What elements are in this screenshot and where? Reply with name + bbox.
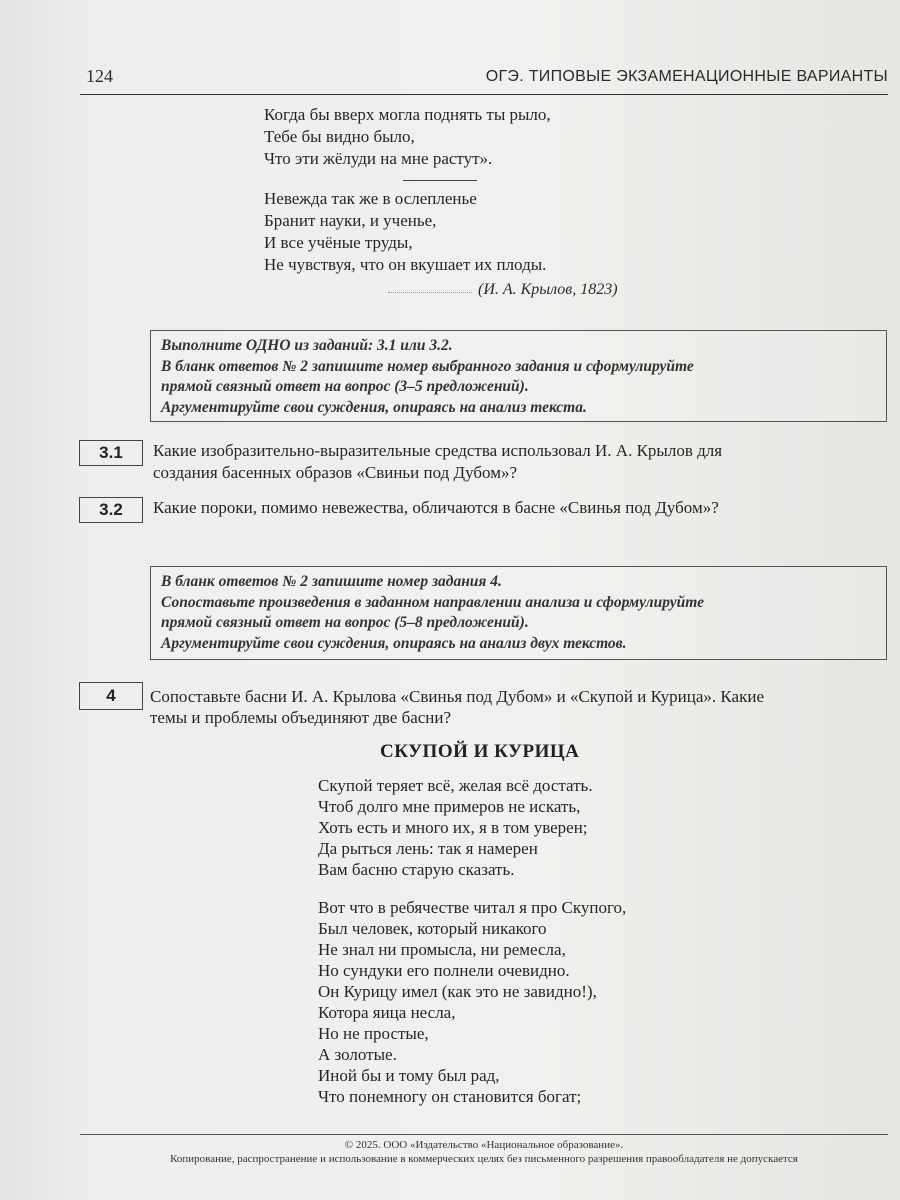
footer-copyright: © 2025. ООО «Издательство «Национальное образование».: [344, 1139, 624, 1151]
task-4-line: Сопоставьте басни И. А. Крылова «Свинья под Дубом» и «Скупой и Курица». Какие: [150, 687, 764, 706]
footer-rule: [80, 1134, 888, 1135]
stanza-separator: [403, 180, 477, 181]
instruction-line: В бланк ответов № 2 запишите номер задания 4.: [161, 573, 502, 590]
page-header: [80, 60, 888, 95]
instruction-box-4: [150, 566, 887, 660]
instruction-line: прямой связный ответ на вопрос (3–5 предложений).: [161, 378, 529, 395]
instruction-line: В бланк ответов № 2 запишите номер выбранного задания и сформулируйте: [161, 357, 694, 375]
fable-line: А золотые.: [318, 1045, 397, 1064]
instruction-line: Аргументируйте свои суждения, опираясь на анализ текста.: [161, 398, 587, 416]
instruction-line: Аргументируйте свои суждения, опираясь на анализ двух текстов.: [161, 634, 627, 652]
poem-line: Тебе бы видно было,: [264, 127, 415, 146]
fable-line: Но сундуки его полнели очевидно.: [318, 961, 570, 980]
task-4-line: темы и проблемы объединяют две басни?: [150, 708, 452, 727]
poem-line: Не чувствуя, что он вкушает их плоды.: [264, 255, 547, 274]
instruction-box-3: [150, 330, 887, 422]
fable-line: Вот что в ребячестве читал я про Скупого,: [318, 898, 627, 917]
poem-line: Что эти жёлуди на мне растут».: [264, 149, 493, 168]
fable-line: Был человек, который никакого: [318, 919, 547, 938]
fable-line: Котора яица несла,: [318, 1003, 456, 1022]
fable-line: Не знал ни промысла, ни ремесла,: [318, 940, 566, 959]
task-3-2-line: Какие пороки, помимо невежества, обличаются в басне «Свинья под Дубом»?: [153, 498, 719, 517]
fable-line: Но не простые,: [318, 1024, 429, 1043]
poem-line: Бранит науки, и ученье,: [264, 211, 437, 230]
fable-line: Что понемногу он становится богат;: [318, 1087, 582, 1106]
fable-line: Он Курицу имел (как это не завидно!),: [318, 982, 597, 1001]
task-number-3-1: 3.1: [79, 440, 143, 466]
fable-line: Вам басню старую сказать.: [318, 860, 515, 879]
poem-line: Невежда так же в ослепленье: [264, 189, 477, 208]
fable-line: Хоть есть и много их, я в том уверен;: [318, 818, 588, 837]
running-title: ОГЭ. ТИПОВЫЕ ЭКЗАМЕНАЦИОННЫЕ ВАРИАНТЫ: [485, 68, 888, 85]
task-3-1-line: Какие изобразительно-выразительные средства использовал И. А. Крылов для: [153, 441, 723, 460]
instruction-line: прямой связный ответ на вопрос (5–8 предложений).: [161, 614, 529, 631]
task-3-1-line: создания басенных образов «Свиньи под Дубом»?: [153, 463, 518, 482]
fable-line: Иной бы и тому был рад,: [318, 1066, 500, 1085]
fable-line: Чтоб долго мне примеров не искать,: [318, 797, 581, 816]
instruction-line: Сопоставьте произведения в заданном направлении анализа и сформулируйте: [161, 593, 704, 611]
fable-line: Скупой теряет всё, желая всё достать.: [318, 776, 593, 795]
page-number: 124: [86, 66, 113, 86]
dotted-rule: [388, 292, 472, 293]
task-number-3-2: 3.2: [79, 497, 143, 523]
footer-notice: Копирование, распространение и использование в коммерческих целях без письменного разрешения правообладателя не допускается: [170, 1153, 798, 1165]
poem-line: И все учёные труды,: [264, 233, 413, 252]
instruction-line: Выполните ОДНО из заданий: 3.1 или 3.2.: [161, 337, 453, 354]
fable-title: СКУПОЙ И КУРИЦА: [380, 741, 580, 762]
poem-attribution: (И. А. Крылов, 1823): [478, 281, 618, 298]
task-number-4: 4: [79, 682, 143, 710]
fable-line: Да рыться лень: так я намерен: [318, 839, 538, 858]
poem-line: Когда бы вверх могла поднять ты рыло,: [264, 105, 551, 124]
